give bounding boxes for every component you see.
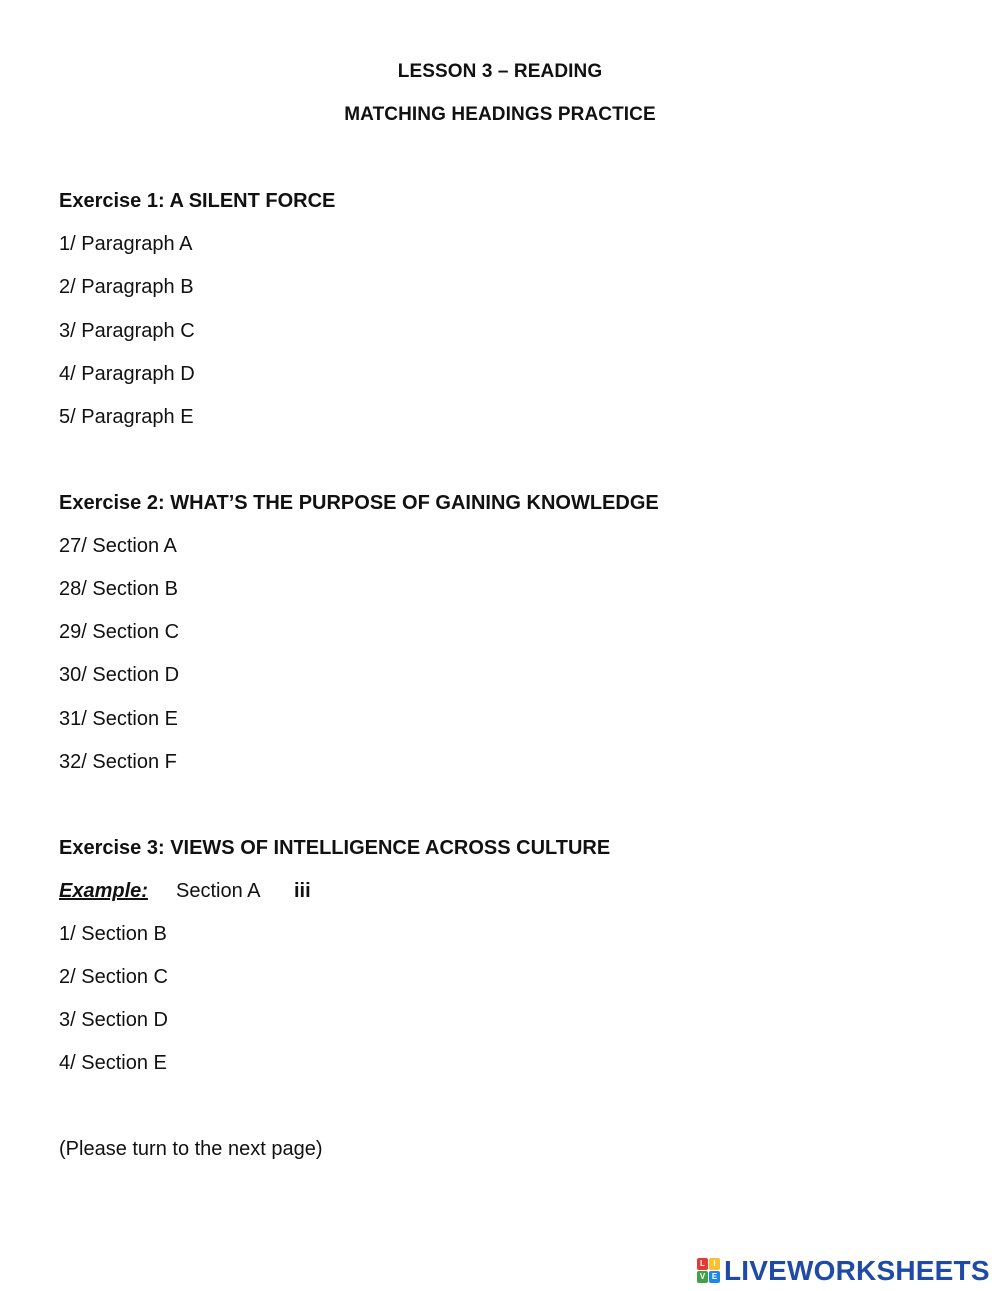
page-title: LESSON 3 – READING xyxy=(397,61,603,82)
exercise-1-heading: Exercise 1: A SILENT FORCE xyxy=(59,190,336,212)
exercise-2-item: 31/ Section E xyxy=(59,708,178,730)
page-subtitle: MATCHING HEADINGS PRACTICE xyxy=(344,104,656,125)
exercise-3-heading: Exercise 3: VIEWS OF INTELLIGENCE ACROSS CULTURE xyxy=(59,837,611,859)
example-section: Section A xyxy=(176,880,261,902)
footer-note: (Please turn to the next page) xyxy=(59,1138,323,1160)
exercise-3-item: 3/ Section D xyxy=(59,1009,168,1031)
exercise-3-example xyxy=(59,880,311,903)
exercise-1-item: 1/ Paragraph A xyxy=(59,233,193,255)
logo-mark-letter: E xyxy=(709,1271,720,1283)
logo-mark-letter: L xyxy=(697,1258,708,1270)
example-label: Example: xyxy=(59,880,148,902)
exercise-1-item: 2/ Paragraph B xyxy=(59,276,194,298)
logo-mark-letter: I xyxy=(709,1258,720,1270)
exercise-2-item: 27/ Section A xyxy=(59,535,177,557)
exercise-3-item: 4/ Section E xyxy=(59,1052,167,1074)
logo-mark-letter: V xyxy=(697,1271,708,1283)
exercise-1-item: 5/ Paragraph E xyxy=(59,406,194,428)
logo-text: LIVEWORKSHEETS xyxy=(724,1255,990,1286)
exercise-3-item: 2/ Section C xyxy=(59,966,168,988)
example-answer: iii xyxy=(294,880,311,902)
exercise-1-item: 3/ Paragraph C xyxy=(59,320,195,342)
logo-mark-icon xyxy=(697,1258,721,1284)
exercise-2-heading: Exercise 2: WHAT’S THE PURPOSE OF GAINING KNOWLEDGE xyxy=(59,492,659,514)
liveworksheets-logo xyxy=(697,1256,990,1286)
exercise-1-item: 4/ Paragraph D xyxy=(59,363,195,385)
exercise-3-item: 1/ Section B xyxy=(59,923,167,945)
exercise-2-item: 28/ Section B xyxy=(59,578,178,600)
exercise-2-item: 29/ Section C xyxy=(59,621,180,643)
exercise-2-item: 32/ Section F xyxy=(59,751,177,773)
exercise-2-item: 30/ Section D xyxy=(59,664,180,686)
